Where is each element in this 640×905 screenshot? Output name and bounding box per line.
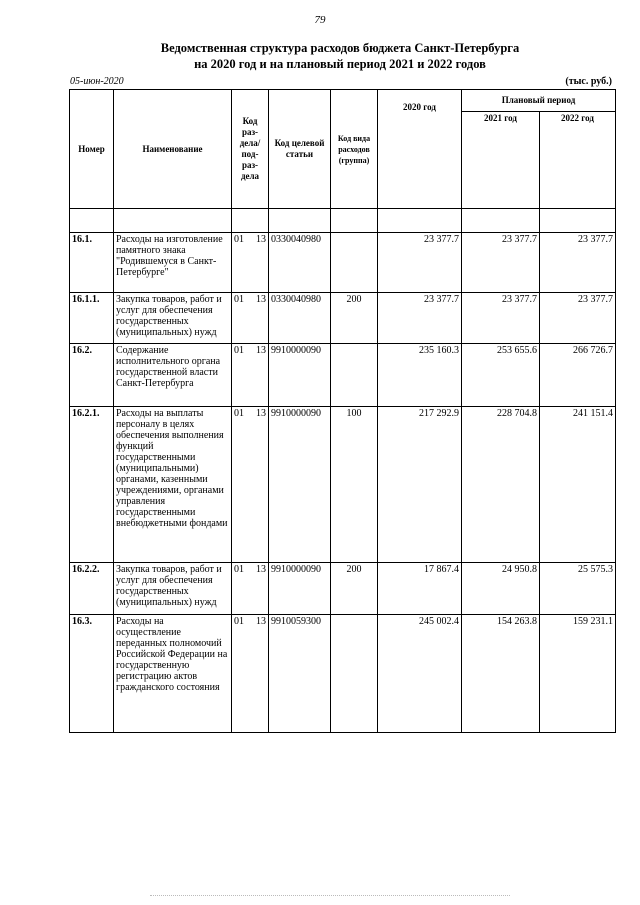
spacer-cell bbox=[331, 209, 378, 233]
spacer-cell bbox=[70, 209, 114, 233]
row-csr: 9910000090 bbox=[269, 563, 331, 615]
row-name: Закупка товаров, работ и услуг для обеспечения государственных (муниципальных) нужд bbox=[114, 563, 232, 615]
row-csr: 0330040980 bbox=[269, 293, 331, 344]
row-2021: 23 377.7 bbox=[462, 293, 540, 344]
row-2022: 159 231.1 bbox=[540, 615, 616, 733]
row-number: 16.2.2. bbox=[70, 563, 114, 615]
row-2022: 25 575.3 bbox=[540, 563, 616, 615]
header-name: Наименование bbox=[114, 90, 232, 209]
row-name: Расходы на осуществление переданных полномочий Российской Федерации на государственную регистрацию актов гражданского состояния bbox=[114, 615, 232, 733]
row-2021: 228 704.8 bbox=[462, 407, 540, 563]
row-2021: 24 950.8 bbox=[462, 563, 540, 615]
row-2020: 235 160.3 bbox=[378, 344, 462, 407]
row-razdel: 01 13 bbox=[232, 233, 269, 293]
table-row bbox=[70, 407, 616, 563]
row-name: Содержание исполнительного органа государственной власти Санкт-Петербурга bbox=[114, 344, 232, 407]
header-planned-period: Плановый период bbox=[462, 90, 616, 112]
row-number: 16.3. bbox=[70, 615, 114, 733]
spacer-cell bbox=[114, 209, 232, 233]
row-razdel: 01 13 bbox=[232, 344, 269, 407]
row-number: 16.1.1. bbox=[70, 293, 114, 344]
row-cvr: 200 bbox=[331, 293, 378, 344]
table-row bbox=[70, 233, 616, 293]
header-csr: Код целевой статьи bbox=[269, 90, 331, 209]
row-number: 16.2. bbox=[70, 344, 114, 407]
row-csr: 0330040980 bbox=[269, 233, 331, 293]
title-line-1: Ведомственная структура расходов бюджета Санкт-Петербурга bbox=[160, 41, 520, 55]
row-2022: 23 377.7 bbox=[540, 233, 616, 293]
header-2020: 2020 год bbox=[378, 90, 462, 209]
units-label: (тыс. руб.) bbox=[565, 76, 612, 87]
budget-table bbox=[69, 89, 616, 733]
row-razdel: 01 13 bbox=[232, 615, 269, 733]
spacer-cell bbox=[462, 209, 540, 233]
title-line-2: на 2020 год и на плановый период 2021 и 2022 годов bbox=[194, 57, 486, 71]
footer-divider bbox=[150, 895, 510, 898]
row-csr: 9910000090 bbox=[269, 407, 331, 563]
row-2020: 23 377.7 bbox=[378, 293, 462, 344]
spacer-cell bbox=[269, 209, 331, 233]
table-row bbox=[70, 344, 616, 407]
header-2022: 2022 год bbox=[540, 112, 616, 209]
row-2022: 266 726.7 bbox=[540, 344, 616, 407]
row-number: 16.2.1. bbox=[70, 407, 114, 563]
row-name: Расходы на изготовление памятного знака "Родившемуся в Санкт-Петербурге" bbox=[114, 233, 232, 293]
row-2022: 23 377.7 bbox=[540, 293, 616, 344]
document-title bbox=[60, 40, 620, 72]
row-name: Расходы на выплаты персоналу в целях обеспечения выполнения функций государственными (муниципальными) органами, казенными учреждениями, органами управления государственными внебюджетными фондами bbox=[114, 407, 232, 563]
table-row bbox=[70, 293, 616, 344]
row-csr: 9910059300 bbox=[269, 615, 331, 733]
row-name: Закупка товаров, работ и услуг для обеспечения государственных (муниципальных) нужд bbox=[114, 293, 232, 344]
row-2021: 253 655.6 bbox=[462, 344, 540, 407]
spacer-cell bbox=[378, 209, 462, 233]
row-number: 16.1. bbox=[70, 233, 114, 293]
table-row bbox=[70, 563, 616, 615]
spacer-cell bbox=[540, 209, 616, 233]
row-2020: 17 867.4 bbox=[378, 563, 462, 615]
row-cvr: 100 bbox=[331, 407, 378, 563]
row-razdel: 01 13 bbox=[232, 407, 269, 563]
page-number: 79 bbox=[314, 14, 326, 26]
table-row bbox=[70, 615, 616, 733]
row-2021: 154 263.8 bbox=[462, 615, 540, 733]
row-2020: 23 377.7 bbox=[378, 233, 462, 293]
header-cvr: Код вида расходов (группа) bbox=[331, 90, 378, 209]
row-cvr bbox=[331, 233, 378, 293]
spacer-cell bbox=[232, 209, 269, 233]
row-cvr bbox=[331, 615, 378, 733]
row-cvr: 200 bbox=[331, 563, 378, 615]
row-razdel: 01 13 bbox=[232, 293, 269, 344]
header-number: Номер bbox=[70, 90, 114, 209]
row-cvr bbox=[331, 344, 378, 407]
header-razdel: Код раз- дела/ под- раз- дела bbox=[232, 90, 269, 209]
row-razdel: 01 13 bbox=[232, 563, 269, 615]
document-date: 05-июн-2020 bbox=[70, 76, 124, 87]
row-csr: 9910000090 bbox=[269, 344, 331, 407]
header-2021: 2021 год bbox=[462, 112, 540, 209]
row-2020: 217 292.9 bbox=[378, 407, 462, 563]
row-2022: 241 151.4 bbox=[540, 407, 616, 563]
row-2020: 245 002.4 bbox=[378, 615, 462, 733]
row-2021: 23 377.7 bbox=[462, 233, 540, 293]
